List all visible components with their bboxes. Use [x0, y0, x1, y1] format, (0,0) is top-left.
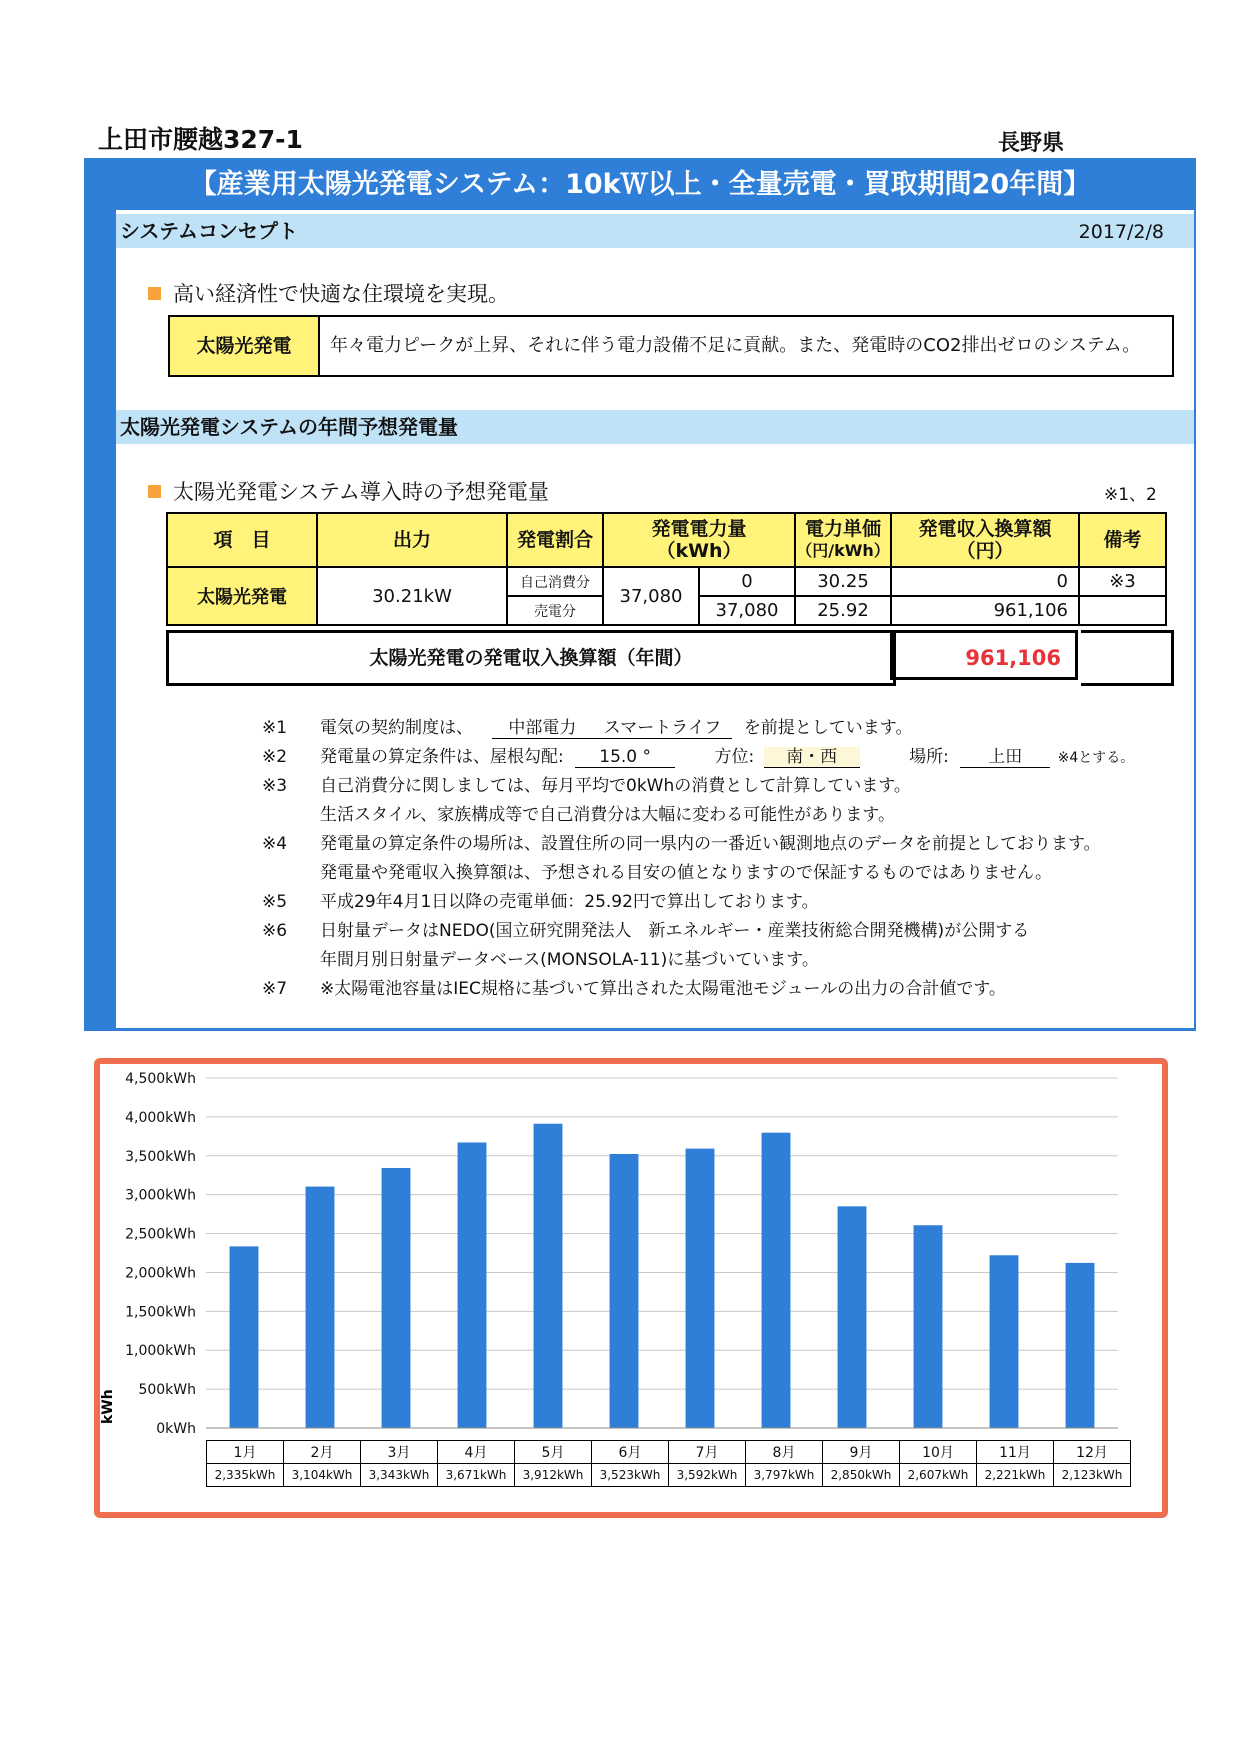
bar [458, 1142, 487, 1428]
section-concept-label: システムコンセプト [120, 219, 298, 243]
note-text: 方位: [714, 747, 755, 767]
data-label: 2,850kWh [823, 1464, 900, 1487]
header-amount-line1: 発電電力量 [651, 518, 747, 540]
address: 上田市腰越327-1 [98, 125, 303, 154]
y-tick-label: 1,000kWh [125, 1343, 196, 1360]
note-mark: ※7 [262, 979, 288, 999]
concept-key: 太陽光発電 [170, 317, 320, 375]
x-tick-label: 2月 [284, 1441, 361, 1464]
x-tick-label: 10月 [900, 1441, 977, 1464]
row-label: 太陽光発電 [167, 567, 317, 625]
self-label: 自己消費分 [507, 567, 603, 596]
x-tick-label: 4月 [438, 1441, 515, 1464]
note-mark: ※6 [262, 921, 288, 941]
data-label: 2,607kWh [900, 1464, 977, 1487]
data-label: 3,592kWh [669, 1464, 746, 1487]
note-text: 自己消費分に関しましては、毎月平均で0kWhの消費として計算しています。 [320, 776, 911, 796]
total-value: 961,106 [890, 630, 1078, 680]
section-concept [116, 214, 1194, 248]
note-field-place: 上田 [960, 747, 1050, 768]
chart-data-table [206, 1440, 1131, 1487]
y-tick-label: 4,500kWh [125, 1071, 196, 1087]
note-mark: ※2 [262, 747, 288, 767]
note-text: 発電量の算定条件は、屋根勾配: [320, 747, 564, 767]
sell-label: 売電分 [507, 596, 603, 625]
self-income: 0 [891, 567, 1079, 596]
bullet-square-icon [148, 287, 161, 300]
section-annual-label: 太陽光発電システムの年間予想発電量 [120, 415, 458, 439]
note-3-cont [262, 805, 1182, 834]
header-remarks: 備考 [1079, 513, 1166, 567]
self-remark: ※3 [1079, 567, 1166, 596]
note-text: 電気の契約制度は、 [320, 718, 473, 738]
bar [610, 1154, 639, 1428]
note-text: 年間月別日射量データベース(MONSOLA-11)に基づいています。 [320, 950, 819, 970]
sell-kwh: 37,080 [699, 596, 795, 625]
annual-ref: ※1、2 [1104, 485, 1157, 505]
bar [306, 1187, 335, 1428]
y-tick-label: 3,500kWh [125, 1148, 196, 1165]
annual-bullet [148, 476, 549, 506]
header-income-line2: （円） [956, 540, 1014, 562]
page-title: 【産業用太陽光発電システム：10kＷ以上・全量売電・買取期間20年間】 [189, 169, 1091, 200]
x-tick-label: 7月 [669, 1441, 746, 1464]
note-2 [262, 747, 1182, 776]
x-tick-label: 9月 [823, 1441, 900, 1464]
header-output: 出力 [317, 513, 507, 567]
annual-bullet-text: 太陽光発電システム導入時の予想発電量 [173, 480, 549, 504]
x-tick-label: 12月 [1054, 1441, 1131, 1464]
self-price: 30.25 [795, 567, 891, 596]
note-mark: ※5 [262, 892, 288, 912]
y-tick-label: 0kWh [156, 1421, 196, 1437]
total-remark [1081, 630, 1174, 686]
note-field-pitch: 15.0 ° [575, 747, 675, 768]
data-label: 3,343kWh [361, 1464, 438, 1487]
sell-income: 961,106 [891, 596, 1079, 625]
y-tick-label: 2,500kWh [125, 1226, 196, 1243]
generation-table [166, 512, 1167, 626]
y-tick-label: 3,000kWh [125, 1187, 196, 1204]
bullet-square-icon [148, 485, 161, 498]
note-field-company: 中部電力 [492, 718, 592, 739]
bar [838, 1206, 867, 1428]
note-text: 日射量データはNEDO(国立研究開発法人 新エネルギー・産業技術総合開発機構)が公開する [320, 921, 1030, 941]
header-unit-line1: 電力単価 [804, 518, 881, 540]
sell-remark [1079, 596, 1166, 625]
x-tick-label: 5月 [515, 1441, 592, 1464]
output-value: 30.21kW [317, 567, 507, 625]
data-label: 2,123kWh [1054, 1464, 1131, 1487]
note-7 [262, 979, 1182, 1008]
note-mark: ※3 [262, 776, 288, 796]
bar [762, 1133, 791, 1428]
data-label: 3,797kWh [746, 1464, 823, 1487]
bar [990, 1255, 1019, 1428]
data-label: 3,523kWh [592, 1464, 669, 1487]
header-item: 項 目 [167, 513, 317, 567]
chart-category-row [207, 1441, 1131, 1464]
note-5 [262, 892, 1182, 921]
self-kwh: 0 [699, 567, 795, 596]
note-4-cont [262, 863, 1182, 892]
concept-bullet [148, 278, 509, 308]
note-6 [262, 921, 1182, 950]
chart-frame [94, 1058, 1168, 1518]
x-tick-label: 8月 [746, 1441, 823, 1464]
note-1 [262, 718, 1182, 747]
data-label: 2,335kWh [207, 1464, 284, 1487]
bar [1066, 1263, 1095, 1428]
data-label: 3,671kWh [438, 1464, 515, 1487]
x-tick-label: 3月 [361, 1441, 438, 1464]
y-tick-label: 2,000kWh [125, 1265, 196, 1282]
note-text: 平成29年4月1日以降の売電単価：25.92円で算出しております。 [320, 892, 819, 912]
bar [914, 1225, 943, 1428]
note-text: ※太陽電池容量はIEC規格に基づいて算出された太陽電池モジュールの出力の合計値です。 [320, 979, 1006, 999]
note-6-cont [262, 950, 1182, 979]
note-mark: ※4 [262, 834, 288, 854]
bar [686, 1149, 715, 1428]
note-field-direction: 南・西 [764, 747, 860, 768]
header-amount-line2: （kWh） [656, 540, 742, 562]
note-text: ※4とする。 [1057, 750, 1135, 766]
note-text: 生活スタイル、家族構成等で自己消費分は大幅に変わる可能性があります。 [320, 805, 895, 825]
concept-value: 年々電力ピークが上昇、それに伴う電力設備不足に貢献。また、発電時のCO2排出ゼロのシステム。 [330, 335, 1141, 356]
report-date: 2017/2/8 [1078, 221, 1164, 243]
y-tick-label: 1,500kWh [125, 1304, 196, 1321]
y-axis-label: kWh [100, 1389, 116, 1424]
notes [262, 718, 1182, 1008]
section-annual [116, 410, 1194, 444]
bar [382, 1168, 411, 1428]
chart-value-row [207, 1464, 1131, 1487]
data-label: 2,221kWh [977, 1464, 1054, 1487]
sell-price: 25.92 [795, 596, 891, 625]
header-income-line1: 発電収入換算額 [918, 518, 1052, 540]
note-text: 発電量の算定条件の場所は、設置住所の同一県内の一番近い観測地点のデータを前提としております。 [320, 834, 1101, 854]
total-label: 太陽光発電の発電収入換算額（年間） [166, 630, 896, 686]
note-text: を前提としています。 [743, 718, 913, 738]
y-tick-label: 500kWh [138, 1382, 196, 1399]
bar [534, 1124, 563, 1428]
note-field-plan: スマートライフ [592, 718, 732, 739]
note-text: 場所: [909, 747, 949, 767]
data-label: 3,912kWh [515, 1464, 592, 1487]
x-tick-label: 6月 [592, 1441, 669, 1464]
header-unit-price [795, 513, 891, 567]
concept-box [168, 315, 1174, 377]
note-3 [262, 776, 1182, 805]
y-tick-label: 4,000kWh [125, 1109, 196, 1126]
note-mark: ※1 [262, 718, 288, 738]
header-income [891, 513, 1079, 567]
x-tick-label: 11月 [977, 1441, 1054, 1464]
note-text: 発電量や発電収入換算額は、予想される目安の値となりますので保証するものではありません。 [320, 863, 1053, 883]
data-label: 3,104kWh [284, 1464, 361, 1487]
x-tick-label: 1月 [207, 1441, 284, 1464]
bar [230, 1246, 259, 1428]
header-ratio: 発電割合 [507, 513, 603, 567]
prefecture: 長野県 [998, 131, 1065, 156]
total-kwh: 37,080 [603, 567, 699, 625]
note-4 [262, 834, 1182, 863]
concept-bullet-text: 高い経済性で快適な住環境を実現。 [173, 282, 509, 306]
header-unit-line2: （円/kWh） [796, 541, 890, 560]
header-amount [603, 513, 795, 567]
